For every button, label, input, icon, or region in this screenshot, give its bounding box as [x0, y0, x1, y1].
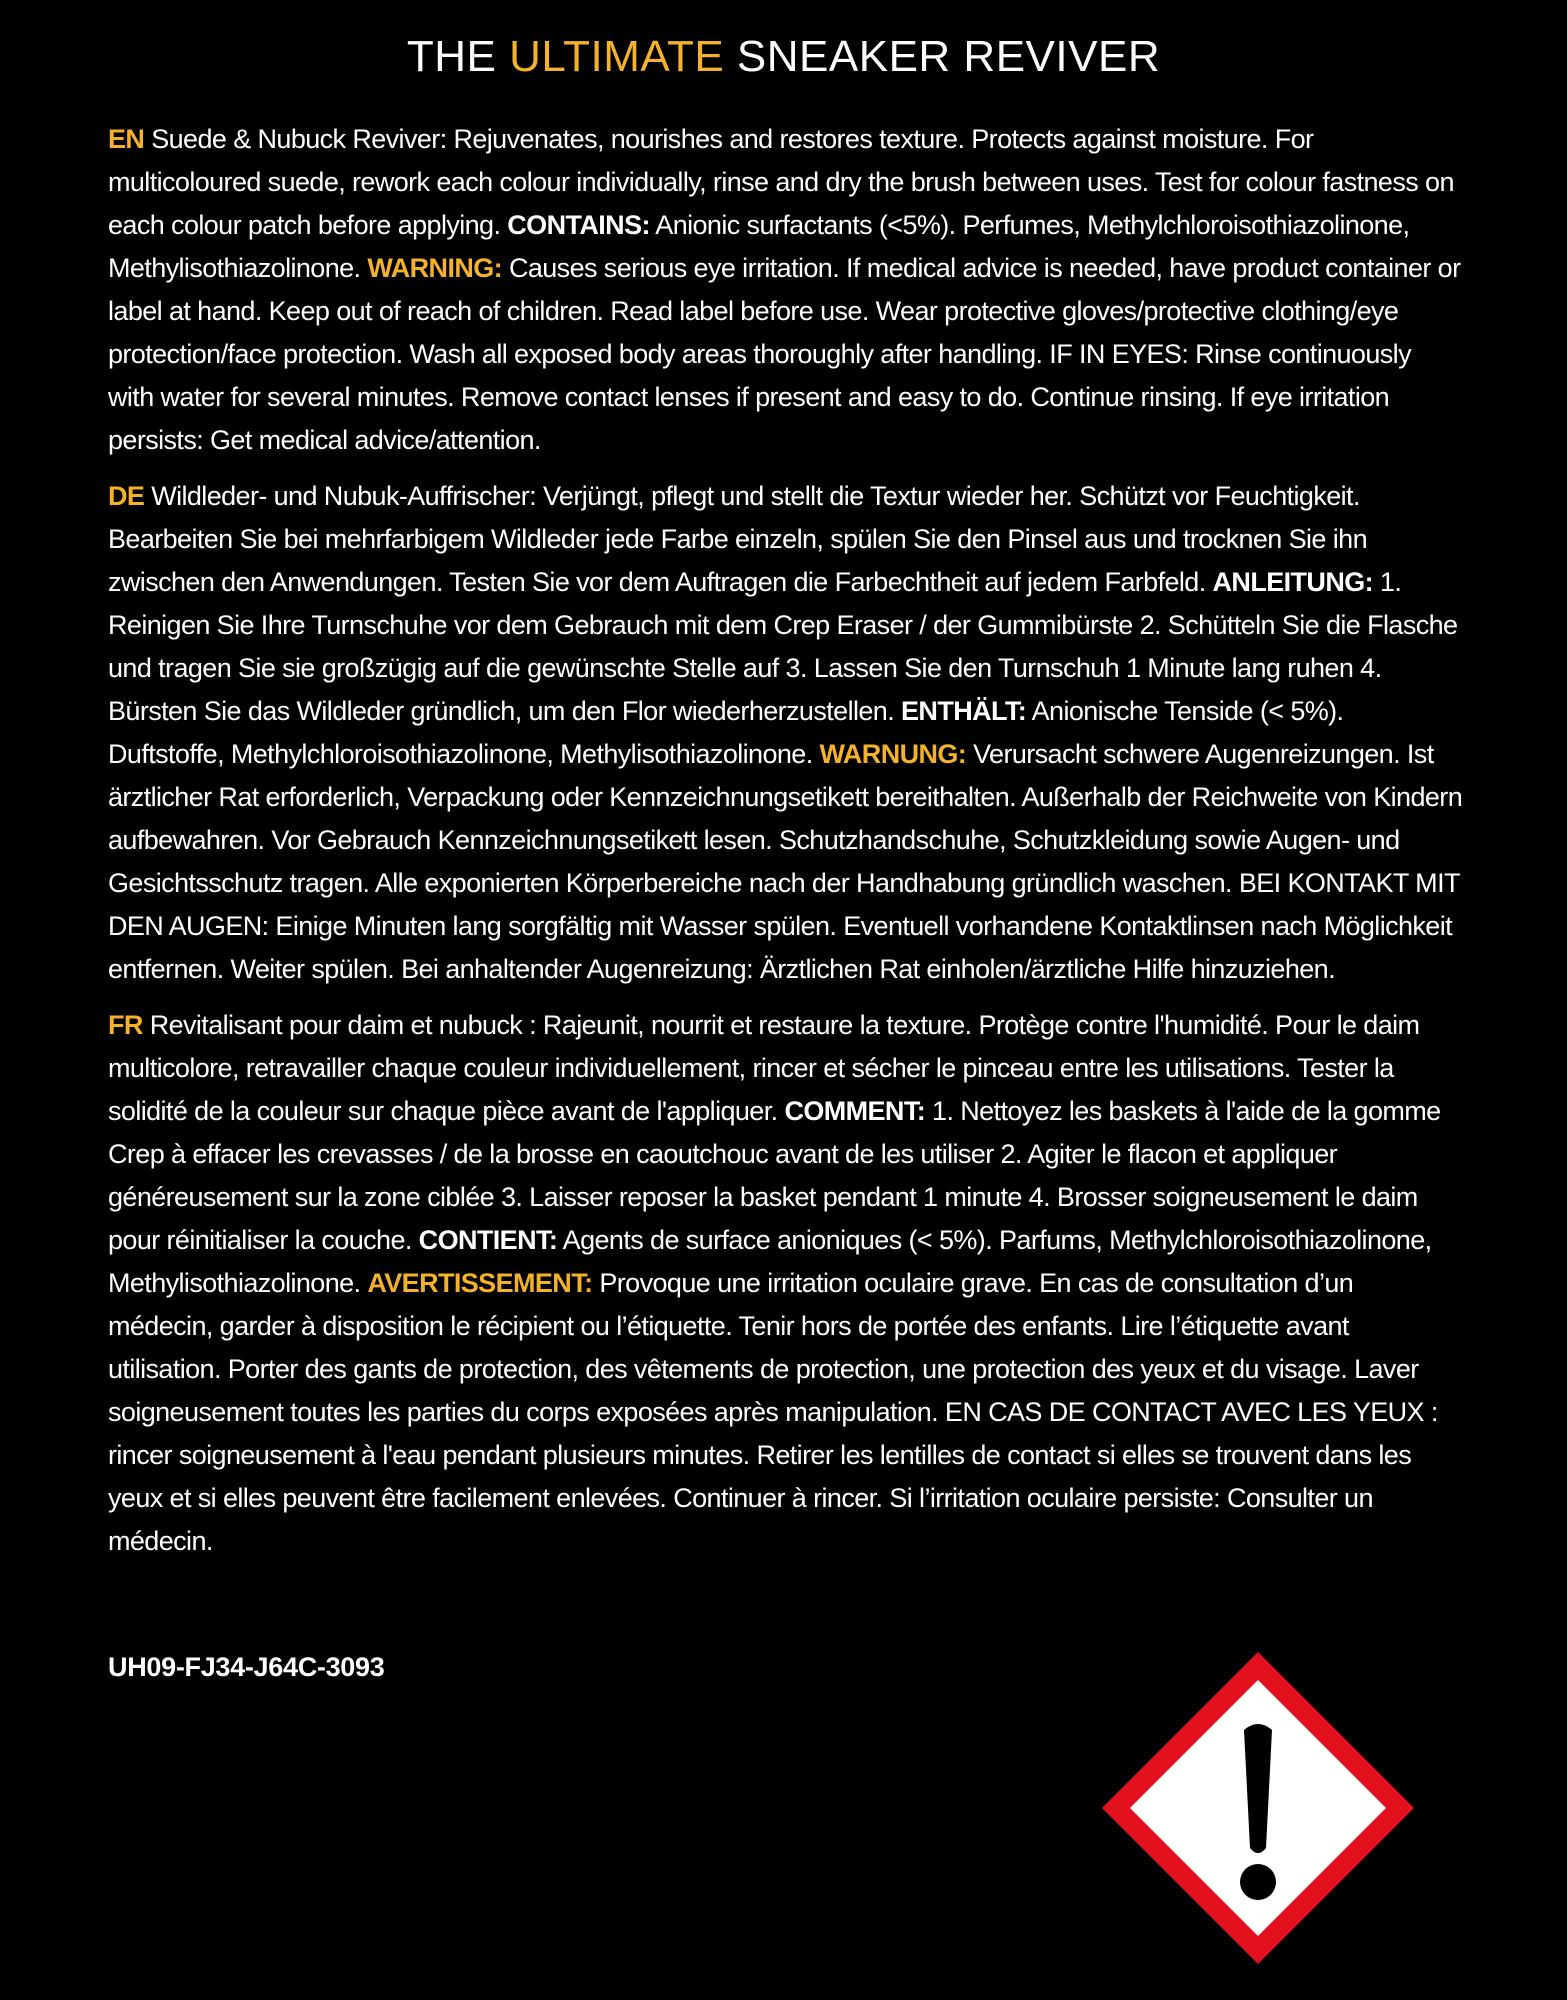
english-section: [108, 118, 1463, 462]
title-part-2: SNEAKER REVIVER: [724, 32, 1161, 81]
title-part-1: THE: [406, 32, 510, 81]
fr-instructions-text: 1. Nettoyez les baskets à l'aide de la gomme Crep à effacer les crevasses / de la brosse en caoutchouc avant de les utiliser 2. Agiter le flacon et appliquer généreusement sur la zone ciblée 3. Laisser reposer la basket pendant 1 minute 4. Brosser soigneusement le daim pour réinitialiser la couche.: [108, 1096, 1441, 1255]
fr-intro: Revitalisant pour daim et nubuck : Rajeunit, nourrit et restaure la texture. Protège contre l'humidité. Pour le daim multicolore, retravailler chaque couleur individuellement, rincer et sécher le pinceau entre les utilisations. Tester la solidité de la couleur sur chaque pièce avant de l'appliquer.: [108, 1010, 1420, 1126]
page-title: [0, 32, 1567, 82]
product-code: UH09-FJ34-J64C-3093: [108, 1652, 385, 1682]
de-warning-text: Verursacht schwere Augenreizungen. Ist ärztlicher Rat erforderlich, Verpackung oder Kennzeichnungsetikett bereithalten. Außerhalb der Reichweite von Kindern aufbewahren. Vor Gebrauch Kennzeichnungsetikett lesen. Schutzhandschuhe, Schutzkleidung sowie Augen- und Gesichtsschutz tragen. Alle exponierten Körperbereiche nach der Handhabung gründlich waschen. BEI KONTAKT MIT DEN AUGEN: Einige Minuten lang sorgfältig mit Wasser spülen. Eventuell vorhandene Kontaktlinsen nach Möglichkeit entfernen. Weiter spülen. Bei anhaltender Augenreizung: Ärztlichen Rat einholen/ärztliche Hilfe hinzuziehen.: [108, 739, 1463, 984]
exclamation-dot: [1240, 1864, 1276, 1900]
language-code-de: DE: [108, 481, 145, 511]
en-warning-label: WARNING:: [367, 253, 503, 283]
fr-contains-label: CONTIENT:: [418, 1225, 558, 1255]
en-contains-text: Anionic surfactants (<5%). Perfumes, Methylchloroisothiazolinone, Methylisothiazolinone.: [108, 210, 1410, 283]
title-accent: ULTIMATE: [509, 32, 725, 81]
fr-contains-text: Agents de surface anioniques (< 5%). Parfums, Methylchloroisothiazolinone, Methylisothiazolinone.: [108, 1225, 1432, 1298]
de-contains-label: ENTHÄLT:: [901, 696, 1027, 726]
de-warning-label: WARNUNG:: [819, 739, 967, 769]
ghs-exclamation-mark-icon: [1098, 1648, 1418, 1968]
en-contains-label: CONTAINS:: [507, 210, 650, 240]
fr-warning-text: Provoque une irritation oculaire grave. En cas de consultation d’un médecin, garder à disposition le récipient ou l’étiquette. Tenir hors de portée des enfants. Lire l’étiquette avant utilisation. Porter des gants de protection, des vêtements de protection, une protection des yeux et du visage. Laver soigneusement toutes les parties du corps exposées après manipulation. EN CAS DE CONTACT AVEC LES YEUX : rincer soigneusement à l'eau pendant plusieurs minutes. Retirer les lentilles de contact si elles se trouvent dans les yeux et si elles peuvent être facilement enlevées. Continuer à rincer. Si l’irritation oculaire persiste: Consulter un médecin.: [108, 1268, 1438, 1556]
german-section: [108, 475, 1463, 991]
french-section: [108, 1004, 1463, 1563]
language-code-fr: FR: [108, 1010, 143, 1040]
fr-instructions-label: COMMENT:: [784, 1096, 926, 1126]
fr-warning-label: AVERTISSEMENT:: [367, 1268, 593, 1298]
en-intro: Suede & Nubuck Reviver: Rejuvenates, nourishes and restores texture. Protects against moisture. For multicoloured suede, rework each colour individually, rinse and dry the brush between uses. Test for colour fastness on each colour patch before applying.: [108, 124, 1454, 240]
de-contains-text: Anionische Tenside (< 5%). Duftstoffe, Methylchloroisothiazolinone, Methylisothiazolinone.: [108, 696, 1344, 769]
de-intro: Wildleder- und Nubuk-Auffrischer: Verjüngt, pflegt und stellt die Textur wieder her. Schützt vor Feuchtigkeit. Bearbeiten Sie bei mehrfarbigem Wildleder jede Farbe einzeln, spülen Sie den Pinsel aus und trocknen Sie ihn zwischen den Anwendungen. Testen Sie vor dem Auftragen die Farbechtheit auf jedem Farbfeld.: [108, 481, 1367, 597]
en-warning-text: Causes serious eye irritation. If medical advice is needed, have product container or label at hand. Keep out of reach of children. Read label before use. Wear protective gloves/protective clothing/eye protection/face protection. Wash all exposed body areas thoroughly after handling. IF IN EYES: Rinse continuously with water for several minutes. Remove contact lenses if present and easy to do. Continue rinsing. If eye irritation persists: Get medical advice/attention.: [108, 253, 1461, 455]
de-instructions-text: 1. Reinigen Sie Ihre Turnschuhe vor dem Gebrauch mit dem Crep Eraser / der Gummibürste 2. Schütteln Sie die Flasche und tragen Sie sie großzügig auf die gewünschte Stelle auf 3. Lassen Sie den Turnschuh 1 Minute lang ruhen 4. Bürsten Sie das Wildleder gründlich, um den Flor wiederherzustellen.: [108, 567, 1458, 726]
language-code-en: EN: [108, 124, 145, 154]
label-text-body: [108, 118, 1463, 1576]
de-instructions-label: ANLEITUNG:: [1212, 567, 1374, 597]
